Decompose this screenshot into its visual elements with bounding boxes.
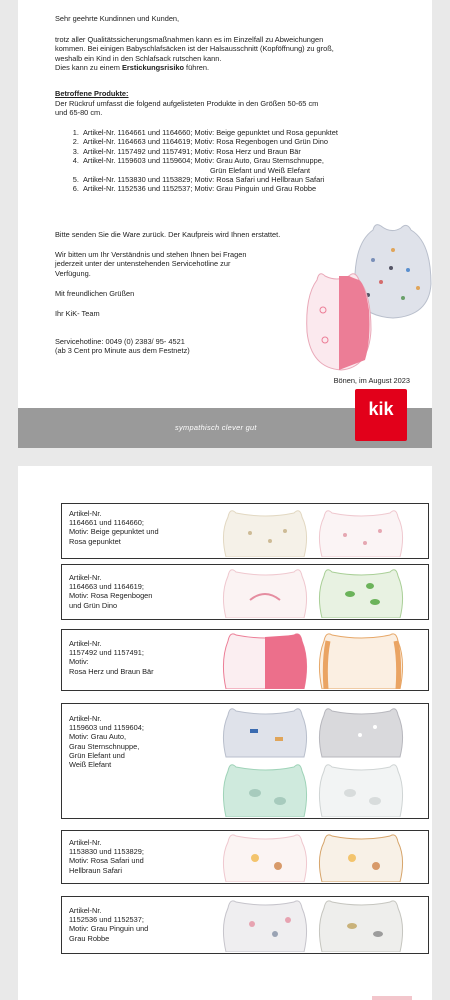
product-row [61,896,429,954]
row-line: Grau Robbe [69,933,110,943]
understand-line: Wir bitten um Ihr Verständnis und stehen Ihnen bei Fragen [55,250,247,259]
row-line: Artikel-Nr. [69,714,102,723]
product-item-cont: Grün Elefant und Weiß Elefant [210,165,311,175]
row-line: Artikel-Nr. [69,509,102,518]
product-photo [220,705,416,817]
team-signature: Ihr KiK- Team [55,309,100,318]
row-line: Motiv: Grau Auto, [69,732,127,742]
product-item: 5. Artikel-Nr. 1153830 und 1153829; Motiv: Rosa Safari und Hellbraun Safari [81,175,421,184]
row-line: Artikel-Nr. [69,639,102,648]
range-line: und 65-80 cm. [55,108,103,118]
footer-tagline: sympathisch clever gut [175,423,257,432]
row-text [69,714,189,769]
hotline-number: Servicehotline: 0049 (0) 2383/ 95- 4521 [55,337,185,346]
row-line: Grau Sternschnuppe, [69,741,140,751]
product-photo [220,898,416,952]
row-line: Artikel-Nr. [69,906,102,915]
understand-line: Verfügung. [55,268,91,278]
product-row [61,629,429,691]
product-item-text: Artikel-Nr. 1159603 und 1159604; Motiv: Grau Auto, Grau Sternschnuppe, [83,156,324,166]
intro-line: trotz aller Qualitätssicherungsmaßnahmen kann es im Einzelfall zu Abweichungen [55,35,324,44]
row-line: Artikel-Nr. [69,573,102,582]
salutation: Sehr geehrte Kundinnen und Kunden, [55,14,180,23]
risk-prefix: Dies kann zu einem [55,63,122,73]
row-line: Grün Elefant und [69,750,125,760]
product-photo [220,566,416,618]
service-hotline [55,337,190,356]
row-line: 1159603 und 1159604; [69,723,144,733]
row-line: Hellbraun Safari [69,865,122,875]
section-title: Betroffene Produkte: [55,89,129,98]
row-line: Motiv: Beige gepunktet und [69,527,159,537]
risk-suffix: führen. [184,63,210,73]
risk-term: Erstickungsrisiko [121,63,184,73]
row-line: 1153830 und 1153829; [69,847,144,857]
product-row [61,564,429,620]
product-row [61,703,429,819]
return-text: Bitte senden Sie die Ware zurück. Der Kaufpreis wird Ihnen erstattet. [55,230,281,239]
row-line: Motiv: Rosa Regenbogen [69,591,153,601]
row-text [69,838,189,875]
row-line: und Grün Dino [69,600,118,610]
product-row [61,503,429,559]
product-row [61,830,429,884]
product-photo [220,505,416,557]
product-item: 6. Artikel-Nr. 1152536 und 1152537; Motiv: Grau Pinguin und Grau Robbe [81,184,421,193]
product-photo [220,631,416,689]
intro-line: weshalb ein Kind in den Schlafsack rutschen kann. [55,53,222,63]
row-line: 1152536 und 1152537; [69,915,144,925]
product-item: 2. Artikel-Nr. 1164663 und 1164619; Motiv: Rosa Regenbogen und Grün Dino [81,137,421,146]
risk-line [55,63,397,72]
range-line: Der Rückruf umfasst die folgend aufgelisteten Produkte in den Größen 50-65 cm [55,99,319,108]
understand-line: jederzeit unter der untenstehenden Servicehotline zur [55,259,231,269]
kik-logo-partial [372,996,412,1000]
intro-line: kommen. Bei einigen Babyschlafsäcken ist der Halsausschnitt (Kopföffnung) zu groß, [55,44,334,54]
row-text [69,639,189,676]
place-date: Bönen, im August 2023 [333,376,410,385]
row-line: 1164661 und 1164660; [69,518,144,528]
row-line: Rosa gepunktet [69,536,121,546]
letter-page [18,0,432,408]
understand-text [55,250,275,278]
row-text [69,573,189,610]
row-line: Rosa Herz und Braun Bär [69,666,154,676]
product-photo [220,832,416,882]
row-line: Motiv: Grau Pinguin und [69,924,149,934]
row-line: 1157492 und 1157491; [69,648,144,658]
row-text [69,906,189,943]
kik-logo: kik [355,389,407,441]
row-line: Weiß Elefant [69,760,112,770]
product-page [18,466,432,1000]
hotline-note: (ab 3 Cent pro Minute aus dem Festnetz) [55,346,190,356]
row-line: Motiv: [69,657,89,667]
row-line: 1164663 und 1164619; [69,582,144,592]
product-item: 3. Artikel-Nr. 1157492 und 1157491; Motiv: Rosa Herz und Braun Bär [81,147,421,156]
product-list [64,128,421,194]
row-line: Artikel-Nr. [69,838,102,847]
product-item: 1. Artikel-Nr. 1164661 und 1164660; Motiv: Beige gepunktet und Rosa gepunktet [81,128,421,137]
product-item [81,156,421,175]
range-text [55,99,395,118]
sleeping-bags-photo [303,220,433,375]
intro-paragraph [55,35,397,73]
row-line: Motiv: Rosa Safari und [69,856,144,866]
row-text [69,509,189,546]
pink-sleeping-bag [307,274,371,370]
greeting: Mit freundlichen Grüßen [55,289,135,298]
